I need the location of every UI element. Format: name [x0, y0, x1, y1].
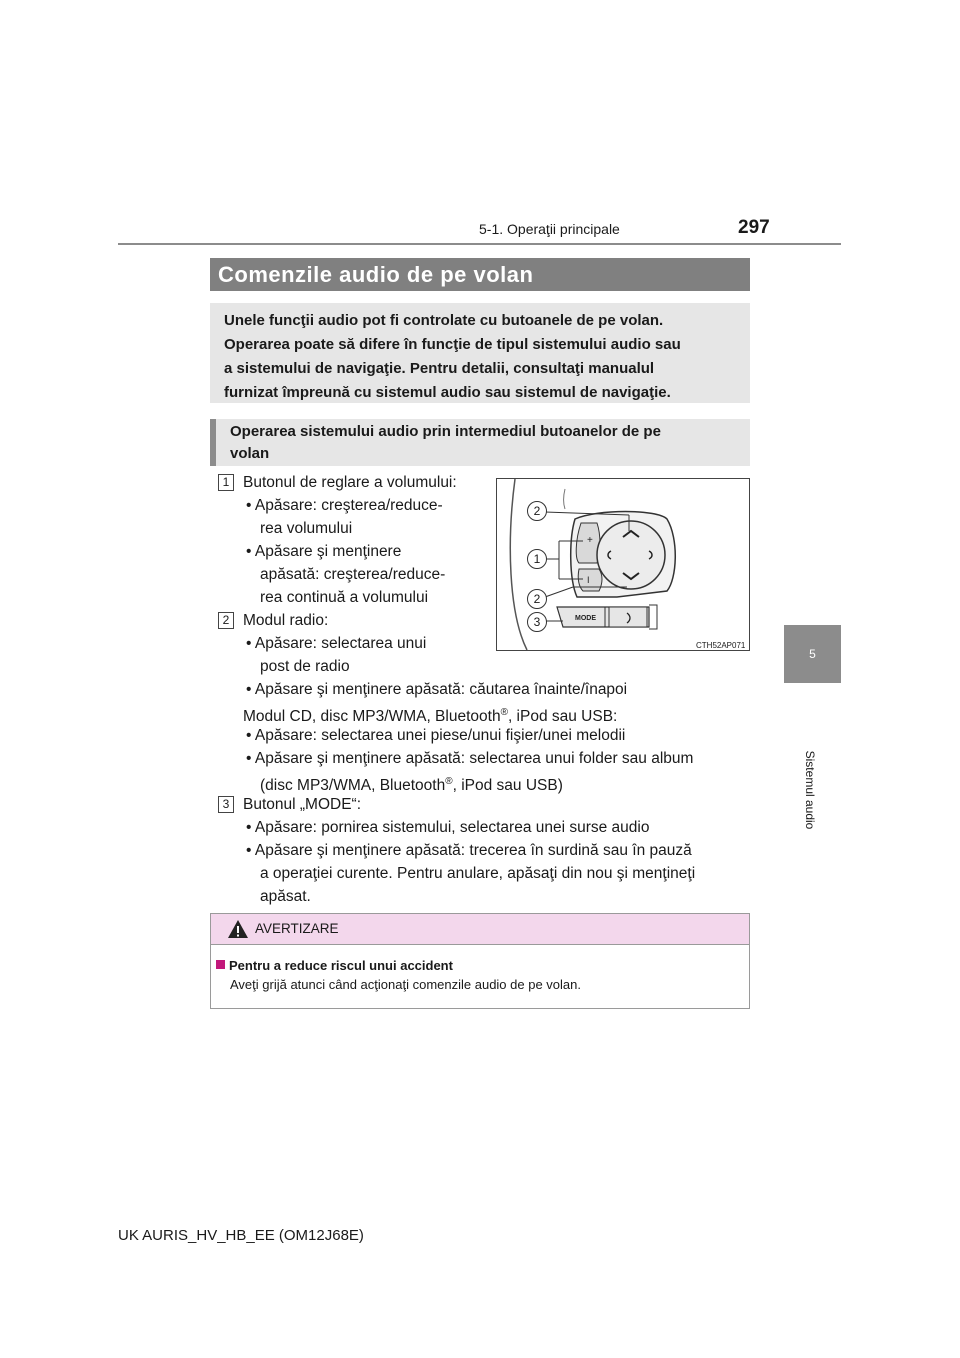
intro-box: [210, 303, 750, 403]
bullet-text: (disc MP3/WMA, Bluetooth: [260, 777, 446, 795]
svg-text:I: I: [587, 575, 590, 585]
item-1-bullet-cont: rea volumului: [260, 520, 353, 537]
item-3-bullet-cont: apăsat.: [260, 888, 311, 905]
warning-title: AVERTIZARE: [255, 921, 339, 936]
intro-line: Operarea poate să difere în funcţie de tipul sistemului audio sau: [224, 336, 681, 353]
item-2-bullet: • Apăsare: selectarea unui: [246, 635, 427, 652]
item-1-bullet: • Apăsare şi menţinere: [246, 543, 402, 560]
chapter-tab-label: Sistemul audio: [803, 750, 817, 830]
callout-1: 1: [527, 549, 547, 569]
chapter-tab[interactable]: 5: [784, 625, 841, 683]
svg-text:+: +: [587, 535, 593, 546]
warning-header: [211, 914, 749, 945]
item-3-title: Butonul „MODE“:: [243, 796, 362, 813]
subsection-title-line: Operarea sistemului audio prin intermediul butoanelor de pe: [230, 423, 661, 440]
warning-triangle-icon: [227, 919, 249, 939]
chapter-title: 5-1. Operaţii principale: [479, 221, 620, 237]
bullet-text: , iPod sau USB): [452, 777, 563, 795]
intro-line: a sistemului de navigaţie. Pentru detalii, consultaţi manualul: [224, 360, 655, 377]
intro-line: furnizat împreună cu sistemul audio sau sistemul de navigaţie.: [224, 384, 671, 401]
subsection-title: [210, 419, 750, 466]
page-number: 297: [738, 217, 770, 238]
mode-line-text: Modul CD, disc MP3/WMA, Bluetooth: [243, 708, 501, 726]
item-2-title: Modul radio:: [243, 612, 329, 629]
callout-3: 3: [527, 612, 547, 632]
item-number-3: 3: [218, 796, 234, 813]
item-3-bullet-cont: a operaţiei curente. Pentru anulare, apăsaţi din nou şi menţineţi: [260, 865, 696, 882]
mode-key-label: MODE: [575, 615, 596, 622]
figure-code: CTH52AP071: [696, 641, 746, 650]
warning-subtitle: Pentru a reduce riscul unui accident: [229, 958, 453, 973]
intro-line: Unele funcţii audio pot fi controlate cu butoanele de pe volan.: [224, 312, 664, 329]
item-2-bullet: • Apăsare: selectarea unei piese/unui fişier/unei melodii: [246, 727, 626, 744]
item-2-bullet: • Apăsare şi menţinere apăsată: căutarea înainte/înapoi: [246, 681, 628, 698]
warning-square-bullet-icon: [216, 960, 225, 969]
item-3-bullet: • Apăsare şi menţinere apăsată: trecerea în surdină sau în pauză: [246, 842, 692, 859]
callout-2-bottom: 2: [527, 589, 547, 609]
item-1-bullet-cont: apăsată: creşterea/reduce-: [260, 566, 446, 583]
item-3-bullet: • Apăsare: pornirea sistemului, selectarea unei surse audio: [246, 819, 650, 836]
item-number-1: 1: [218, 474, 234, 491]
registered-mark: ®: [445, 776, 453, 787]
warning-body: Aveţi grijă atunci când acţionaţi comenzile audio de pe volan.: [230, 977, 581, 992]
footer-model: UK AURIS_HV_HB_EE (OM12J68E): [118, 1227, 364, 1244]
item-2-bullet: • Apăsare şi menţinere apăsată: selectarea unui folder sau album: [246, 750, 694, 767]
item-1-bullet: • Apăsare: creşterea/reduce-: [246, 497, 443, 514]
section-title: Comenzile audio de pe volan: [210, 258, 750, 291]
callout-2-top: 2: [527, 501, 547, 521]
item-1-title: Butonul de reglare a volumului:: [243, 474, 457, 491]
item-1-bullet-cont: rea continuă a volumului: [260, 589, 429, 606]
steering-controls-figure: [496, 478, 750, 651]
registered-mark: ®: [500, 707, 508, 718]
item-number-2: 2: [218, 612, 234, 629]
header-rule: [118, 243, 841, 245]
mode-line-text: , iPod sau USB:: [507, 708, 618, 726]
item-2-bullet-cont: post de radio: [260, 658, 350, 675]
subsection-title-line: volan: [230, 445, 270, 462]
